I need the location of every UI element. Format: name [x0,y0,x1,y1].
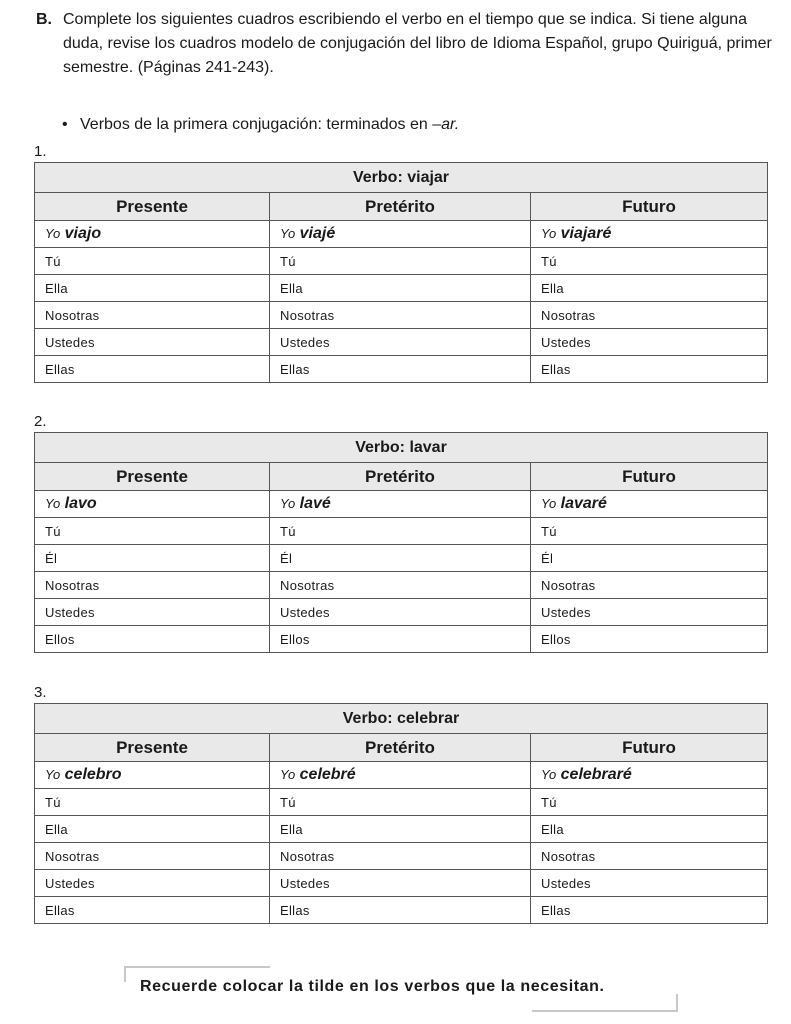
example-cell [35,762,270,789]
pronoun: Yo [541,767,557,782]
table-number: 2. [34,413,47,430]
reminder-note [124,966,678,1012]
table-row [35,816,768,843]
answer-cell[interactable]: Ellos [531,626,768,653]
instructions-text: Complete los siguientes cuadros escribiendo el verbo en el tiempo que se indica. Si tiene alguna duda, revise los cuadros modelo de conjugación del libro de Idioma Español, grupo Quiriguá, primer semestre. (Páginas 241-243). [63,11,772,76]
answer-cell[interactable]: Nosotras [531,843,768,870]
table-row [35,870,768,897]
example-cell [270,221,531,248]
table-row [35,626,768,653]
answer-cell[interactable]: Nosotras [270,302,531,329]
pronoun: Yo [541,496,557,511]
answer-cell[interactable]: Él [35,545,270,572]
table-row [35,302,768,329]
table-title: Verbo: viajar [35,163,768,193]
answer-cell[interactable]: Nosotras [531,572,768,599]
answer-cell[interactable]: Nosotras [35,302,270,329]
table-row [35,491,768,518]
column-header-presente: Presente [35,734,270,762]
bullet-ending: –ar. [432,116,460,133]
answer-cell[interactable]: Ella [270,275,531,302]
answer-cell[interactable]: Ustedes [531,870,768,897]
answer-cell[interactable]: Tú [35,789,270,816]
table-row [35,356,768,383]
note-corner-bottom-right [532,994,678,1012]
example-cell [270,491,531,518]
answer-cell[interactable]: Ellos [270,626,531,653]
verb-form: viajaré [560,225,612,242]
pronoun: Yo [280,496,296,511]
answer-cell[interactable]: Nosotras [35,843,270,870]
answer-cell[interactable]: Él [270,545,531,572]
column-header-presente: Presente [35,193,270,221]
answer-cell[interactable]: Tú [531,518,768,545]
pronoun: Yo [541,226,557,241]
answer-cell[interactable]: Nosotras [35,572,270,599]
pronoun: Yo [45,226,61,241]
table-row [35,599,768,626]
answer-cell[interactable]: Ellas [531,356,768,383]
pronoun: Yo [280,226,296,241]
column-header-futuro: Futuro [531,734,768,762]
column-header-futuro: Futuro [531,193,768,221]
verb-form: celebro [64,766,122,783]
table-row [35,275,768,302]
conjugation-table [34,162,768,383]
verb-form: lavaré [560,495,607,512]
answer-cell[interactable]: Él [531,545,768,572]
table-row [35,897,768,924]
answer-cell[interactable]: Ustedes [531,329,768,356]
reminder-text: Recuerde colocar la tilde en los verbos que la necesitan. [140,978,605,995]
column-header-preterito: Pretérito [270,734,531,762]
table-row [35,789,768,816]
table-row [35,518,768,545]
table-row [35,762,768,789]
pronoun: Yo [280,767,296,782]
answer-cell[interactable]: Ustedes [35,599,270,626]
answer-cell[interactable]: Tú [35,248,270,275]
table-title: Verbo: lavar [35,433,768,463]
verb-form: celebré [299,766,356,783]
answer-cell[interactable]: Ella [35,275,270,302]
answer-cell[interactable]: Ella [270,816,531,843]
verb-form: celebraré [560,766,632,783]
column-header-futuro: Futuro [531,463,768,491]
instructions [36,8,776,80]
verb-form: lavé [299,495,331,512]
answer-cell[interactable]: Ustedes [270,599,531,626]
table-number: 1. [34,143,47,160]
answer-cell[interactable]: Ustedes [270,870,531,897]
verb-form: viajé [299,225,336,242]
answer-cell[interactable]: Tú [270,518,531,545]
conjugation-table [34,703,768,924]
answer-cell[interactable]: Nosotras [270,572,531,599]
answer-cell[interactable]: Ellas [35,356,270,383]
answer-cell[interactable]: Nosotras [270,843,531,870]
bullet-text: Verbos de la primera conjugación: terminados en [80,116,433,133]
answer-cell[interactable]: Tú [531,248,768,275]
answer-cell[interactable]: Ellas [270,897,531,924]
answer-cell[interactable]: Ellas [35,897,270,924]
example-cell [35,221,270,248]
answer-cell[interactable]: Ustedes [35,329,270,356]
pronoun: Yo [45,496,61,511]
table-title: Verbo: celebrar [35,704,768,734]
answer-cell[interactable]: Tú [270,248,531,275]
answer-cell[interactable]: Nosotras [531,302,768,329]
answer-cell[interactable]: Tú [35,518,270,545]
column-header-preterito: Pretérito [270,193,531,221]
section-letter: B. [36,11,52,28]
example-cell [35,491,270,518]
verb-form: viajo [64,225,102,242]
answer-cell[interactable]: Ellos [35,626,270,653]
table-row [35,248,768,275]
answer-cell[interactable]: Ustedes [270,329,531,356]
answer-cell[interactable]: Ellas [270,356,531,383]
answer-cell[interactable]: Tú [270,789,531,816]
table-row [35,221,768,248]
conjugation-table [34,432,768,653]
bullet-item [62,114,459,136]
example-cell [531,491,768,518]
answer-cell[interactable]: Ella [531,816,768,843]
example-cell [270,762,531,789]
example-cell [531,221,768,248]
table-row [35,545,768,572]
pronoun: Yo [45,767,61,782]
column-header-presente: Presente [35,463,270,491]
table-row [35,843,768,870]
answer-cell[interactable]: Ella [35,816,270,843]
bullet-icon: • [62,116,68,133]
answer-cell[interactable]: Ellas [531,897,768,924]
table-number: 3. [34,684,47,701]
column-header-preterito: Pretérito [270,463,531,491]
answer-cell[interactable]: Tú [531,789,768,816]
table-row [35,572,768,599]
table-row [35,329,768,356]
answer-cell[interactable]: Ella [531,275,768,302]
example-cell [531,762,768,789]
answer-cell[interactable]: Ustedes [35,870,270,897]
answer-cell[interactable]: Ustedes [531,599,768,626]
verb-form: lavo [64,495,97,512]
